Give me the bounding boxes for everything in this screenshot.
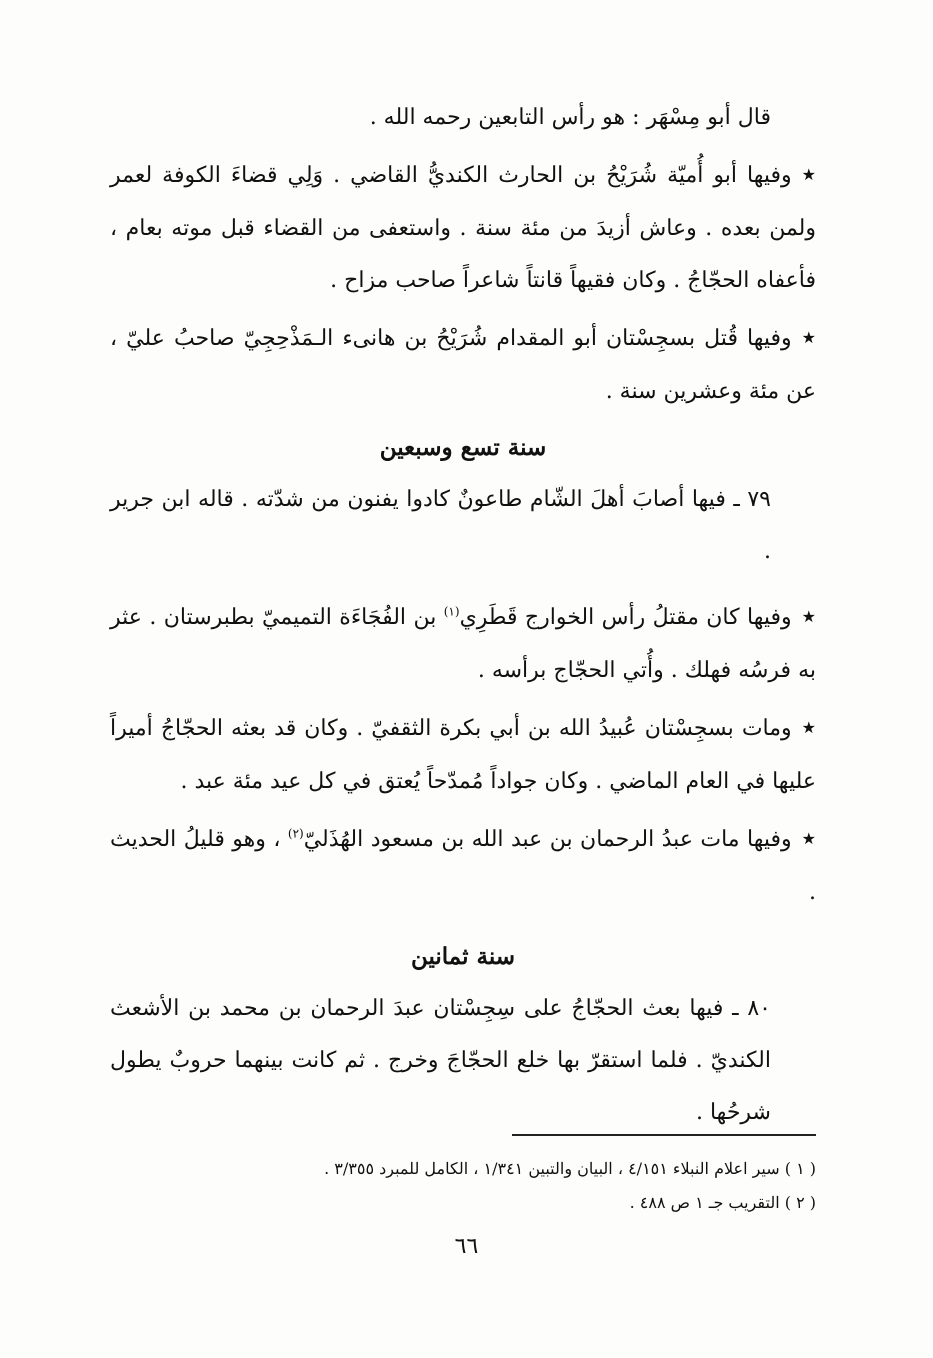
paragraph-plague: ٧٩ ـ فيها أصابَ أهلَ الشّام طاعونٌ كادوا يفنون من شدّته . قاله ابن جرير . bbox=[110, 487, 771, 564]
star-icon: ★ bbox=[801, 607, 816, 626]
main-text bbox=[110, 92, 816, 1139]
paragraph-text: ومات بسجِسْتان عُبيدُ الله بن أبي بكرة الثقفيّ . وكان قد بعثه الحجّاجُ أميراً عليها في العام الماضي . وكان جواداً مُمدّحاً يُعتق في كل عيد مئة عبد . bbox=[110, 716, 816, 794]
paragraph-qatari bbox=[110, 592, 816, 697]
page-number: ٦٦ bbox=[454, 1234, 479, 1259]
paragraph-ibn-al-ashath: ٨٠ ـ فيها بعث الحجّاجُ على سِجِسْتان عبدَ الرحمان بن محمد بن الأشعث الكنديّ . فلما استقرّ بها خلع الحجّاجَ وخرج . ثم كانت بينهما حروبٌ يطول شرحُها . bbox=[110, 996, 771, 1125]
paragraph-shurayh-ibn-hani bbox=[110, 313, 816, 418]
paragraph-ubaydullah bbox=[110, 703, 816, 808]
footnote-divider bbox=[512, 1134, 816, 1136]
paragraph-text: وفيها مات عبدُ الرحمان بن عبد الله بن مسعود الهُذَليّ bbox=[303, 827, 792, 852]
footnote-ref-2[interactable]: (٢) bbox=[287, 826, 304, 841]
paragraph-text: وفيها أبو أُميّة شُرَيْحُ بن الحارث الكنديُّ القاضي . وَلِي قضاءَ الكوفة لعمر ولمن بعده . وعاش أزيدَ من مئة سنة . واستعفى من القضاء قبل موته بعام ، فأعفاه الحجّاجُ . وكان فقيهاً قانتاً شاعراً صاحب مزاح . bbox=[110, 163, 816, 293]
paragraph-text: بن الفُجَاءَة التميميّ بطبرستان . عثر به فرسُه فهلك . وأُتي الحجّاج برأسه . bbox=[110, 605, 816, 683]
footnote-ref-1[interactable]: (١) bbox=[443, 604, 460, 619]
footnotes bbox=[110, 1152, 816, 1220]
star-icon: ★ bbox=[801, 718, 816, 737]
footnote-2: ( ٢ ) التقريب جـ ١ ص ٤٨٨ . bbox=[629, 1193, 816, 1212]
paragraph-text: وفيها كان مقتلُ رأس الخوارج قَطَرِي bbox=[459, 605, 792, 630]
paragraph-shurayh-qadi bbox=[110, 150, 816, 307]
star-icon: ★ bbox=[801, 328, 816, 347]
section-heading-year-80: سنة ثمانين bbox=[410, 943, 516, 970]
paragraph-abu-mishar: قال أبو مِسْهَر : هو رأس التابعين رحمه الله . bbox=[369, 105, 771, 130]
star-icon: ★ bbox=[801, 165, 816, 184]
star-icon: ★ bbox=[801, 829, 816, 848]
paragraph-abd-al-rahman bbox=[110, 814, 816, 919]
paragraph-text: ، وهو قليلُ الحديث . bbox=[110, 827, 816, 905]
section-heading-year-79: سنة تسع وسبعين bbox=[379, 434, 547, 461]
paragraph-text: وفيها قُتل بسجِسْتان أبو المقدام شُرَيْحُ بن هانىء الـمَذْحِجِيّ صاحبُ عليّ ، عن مئة وعشرين سنة . bbox=[110, 326, 816, 404]
footnote-1: ( ١ ) سير اعلام النبلاء ٤/١٥١ ، البيان والتبين ١/٣٤١ ، الكامل للمبرد ٣/٣٥٥ . bbox=[324, 1159, 816, 1178]
